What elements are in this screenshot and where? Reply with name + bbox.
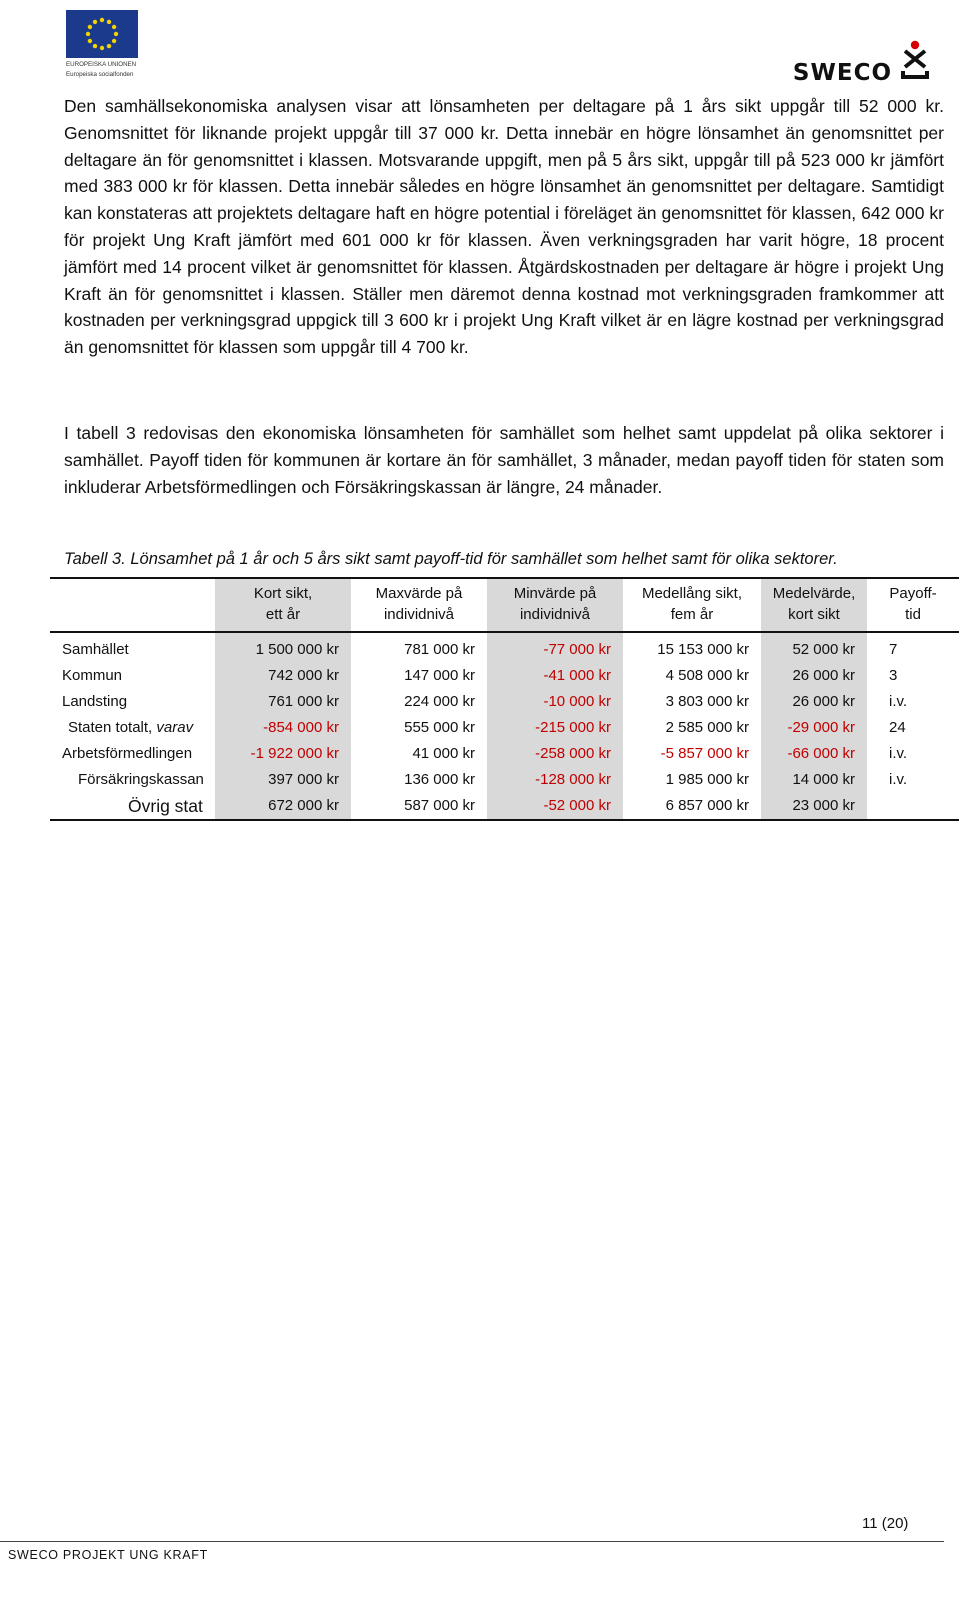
table-row bbox=[50, 741, 959, 767]
table-row bbox=[50, 663, 959, 689]
sweco-mark-icon bbox=[898, 40, 932, 85]
cell-max: 136 000 kr bbox=[404, 771, 475, 788]
cell-min: -77 000 kr bbox=[487, 632, 623, 663]
cell-medel: 3 803 000 kr bbox=[665, 693, 749, 710]
header-minvarde: Minvärde på individnivå bbox=[487, 579, 623, 632]
cell-min: -215 000 kr bbox=[487, 715, 623, 741]
cell-medelv: 26 000 kr bbox=[761, 689, 867, 715]
eu-caption-2: Europeiska socialfonden bbox=[66, 71, 134, 78]
footer-divider bbox=[0, 1541, 944, 1542]
cell-min: -10 000 kr bbox=[487, 689, 623, 715]
eu-logo bbox=[66, 10, 140, 78]
table-row bbox=[50, 632, 959, 663]
cell-medel: -5 857 000 kr bbox=[660, 745, 749, 762]
cell-kort: 761 000 kr bbox=[215, 689, 351, 715]
eu-flag-icon bbox=[66, 10, 138, 58]
cell-kort: 397 000 kr bbox=[215, 767, 351, 793]
page-number: 11 (20) bbox=[862, 1515, 909, 1532]
cell-payoff bbox=[867, 793, 959, 819]
header-maxvarde: Maxvärde på individnivå bbox=[351, 579, 487, 632]
cell-min: -41 000 kr bbox=[487, 663, 623, 689]
cell-payoff: i.v. bbox=[889, 693, 908, 710]
table-row bbox=[50, 715, 959, 741]
cell-max: 224 000 kr bbox=[404, 693, 475, 710]
header-medellang-sikt: Medellång sikt, fem år bbox=[623, 579, 761, 632]
header-payoff-tid: Payoff- tid bbox=[867, 579, 959, 632]
cell-medel: 1 985 000 kr bbox=[665, 771, 749, 788]
cell-payoff: i.v. bbox=[889, 771, 908, 788]
cell-max: 587 000 kr bbox=[404, 797, 475, 814]
body-paragraph-2: I tabell 3 redovisas den ekonomiska lönsamheten för samhället som helhet samt uppdelat på olika sektorer i samhället. Payoff tiden för kommunen är kortare än för samhället, 3 månader, medan payoff tiden för staten som inkluderar Arbetsförmedlingen och Försäkringskassan är längre, 24 månader. bbox=[64, 423, 944, 497]
cell-max: 781 000 kr bbox=[404, 641, 475, 658]
cell-medel: 6 857 000 kr bbox=[665, 797, 749, 814]
row-label: Staten totalt, varav bbox=[68, 719, 194, 736]
cell-medelv: 14 000 kr bbox=[761, 767, 867, 793]
cell-medel: 15 153 000 kr bbox=[657, 641, 749, 658]
cell-medelv: 23 000 kr bbox=[761, 793, 867, 819]
cell-kort: -1 922 000 kr bbox=[215, 741, 351, 767]
footer-project-name: SWECO PROJEKT UNG KRAFT bbox=[8, 1548, 208, 1562]
profitability-table bbox=[50, 577, 959, 821]
company-name: SWECO bbox=[792, 60, 892, 86]
header-medelvarde: Medelvärde, kort sikt bbox=[761, 579, 867, 632]
row-label: Övrig stat bbox=[128, 796, 203, 816]
row-label: Samhället bbox=[62, 641, 129, 658]
cell-min: -258 000 kr bbox=[487, 741, 623, 767]
cell-payoff: 3 bbox=[889, 667, 898, 684]
cell-medelv: 26 000 kr bbox=[761, 663, 867, 689]
header-empty bbox=[50, 579, 215, 632]
table-row bbox=[50, 767, 959, 793]
cell-min: -128 000 kr bbox=[487, 767, 623, 793]
cell-payoff: i.v. bbox=[889, 745, 908, 762]
cell-medelv: 52 000 kr bbox=[761, 632, 867, 663]
cell-max: 41 000 kr bbox=[412, 745, 475, 762]
table-header-row bbox=[50, 579, 959, 632]
row-label: Försäkringskassan bbox=[78, 771, 204, 788]
cell-medelv: -29 000 kr bbox=[761, 715, 867, 741]
row-label: Landsting bbox=[62, 693, 128, 710]
body-paragraph-1: Den samhällsekonomiska analysen visar att lönsamheten per deltagare på 1 års sikt uppgår till 52 000 kr. Genomsnittet för liknande projekt uppgår till 37 000 kr. Detta innebär en högre lönsamhet än genomsnittet per deltagare än för genomsnittet i klassen. Motsvarande uppgift, men på 5 års sikt, uppgår till på 523 000 kr jämfört med 383 000 kr för klassen. Detta innebär således en högre lönsamhet än genomsnittet per deltagare. Samtidigt kan konstateras att projektets deltagare haft en högre potential i föreläget än genomsnittet för klassen, 642 000 kr för projekt Ung Kraft jämfört med 601 000 kr för klassen. Även verkningsgraden har varit högre, 18 procent jämfört med 14 procent vilket är genomsnittet för klassen. Åtgärdskostnaden per deltagare är högre i projekt Ung Kraft än för genomsnittet i klassen. Ställer men däremot denna kostnad mot verkningsgraden framkommer att kostnaden per verkningsgrad uppgick till 3 600 kr i projekt Ung Kraft vilket är en lägre kostnad per verkningsgrad än genomsnittet för klassen som uppgår till 4 700 kr. bbox=[64, 96, 944, 358]
cell-min: -52 000 kr bbox=[487, 793, 623, 819]
cell-medel: 2 585 000 kr bbox=[665, 719, 749, 736]
cell-payoff: 7 bbox=[889, 641, 898, 658]
table-row bbox=[50, 793, 959, 819]
cell-kort: 1 500 000 kr bbox=[215, 632, 351, 663]
cell-max: 147 000 kr bbox=[404, 667, 475, 684]
sweco-logo bbox=[793, 40, 932, 85]
table-row bbox=[50, 689, 959, 715]
cell-kort: -854 000 kr bbox=[215, 715, 351, 741]
header-kort-sikt: Kort sikt, ett år bbox=[215, 579, 351, 632]
row-label: Kommun bbox=[62, 667, 123, 684]
cell-payoff: 24 bbox=[889, 719, 906, 736]
row-label: Arbetsförmedlingen bbox=[62, 745, 193, 762]
cell-kort: 672 000 kr bbox=[215, 793, 351, 819]
cell-kort: 742 000 kr bbox=[215, 663, 351, 689]
cell-max: 555 000 kr bbox=[404, 719, 475, 736]
table-caption: Tabell 3. Lönsamhet på 1 år och 5 års sikt samt payoff-tid för samhället som helhet samt för olika sektorer. bbox=[64, 550, 838, 568]
cell-medelv: -66 000 kr bbox=[761, 741, 867, 767]
eu-caption-1: EUROPEISKA UNIONEN bbox=[66, 61, 137, 68]
cell-medel: 4 508 000 kr bbox=[665, 667, 749, 684]
